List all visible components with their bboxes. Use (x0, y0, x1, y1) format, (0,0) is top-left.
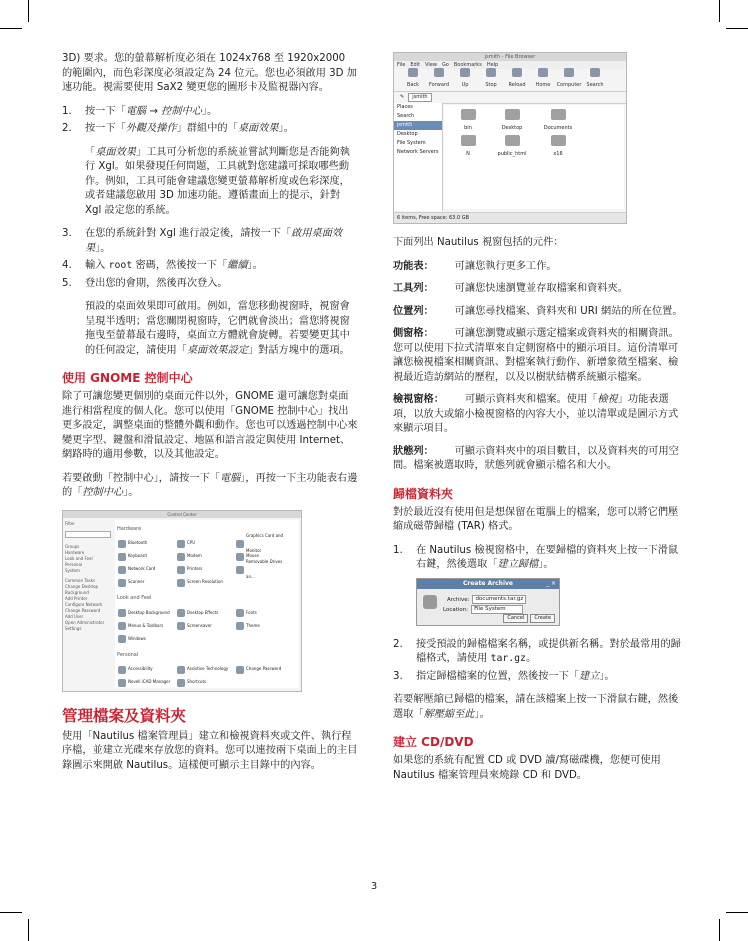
folder-label: x16 (553, 151, 563, 157)
cc-item-label: Desktop Background (128, 609, 170, 615)
crop-mark (0, 912, 22, 913)
step-number: 1. (393, 544, 403, 556)
reload-icon (512, 68, 522, 77)
task-link[interactable]: Configure Network (65, 601, 103, 607)
place-network-servers[interactable]: Network Servers (397, 149, 439, 155)
settings-icon (118, 666, 126, 674)
cc-item-label: Removable Drives an... (246, 559, 283, 579)
settings-icon (118, 553, 126, 561)
home-icon (538, 68, 548, 77)
definition-desc: 可讓您執行更多工作。 (454, 260, 557, 272)
cc-item-label: Network Card (128, 566, 156, 572)
steps-list (62, 105, 358, 137)
settings-icon (177, 553, 185, 561)
control-center-sidebar (65, 521, 113, 688)
note-paragraph (85, 300, 358, 358)
cc-row (115, 607, 299, 620)
cc-item[interactable] (233, 555, 292, 584)
settings-icon (236, 622, 244, 630)
place-search[interactable]: Search (397, 113, 415, 119)
section-heading: 歸檔資料夾 (393, 486, 454, 501)
note-text: 「 (85, 146, 96, 158)
definition-item (393, 305, 685, 320)
settings-icon (177, 622, 185, 630)
dialog-title: Create Archive (463, 579, 513, 587)
body-text: 若要解壓縮已歸檔的檔案，請在該檔案上按一下滑鼠右鍵，然後選取「 (393, 694, 679, 720)
cc-item-label: Scanner (128, 579, 145, 585)
settings-icon (118, 540, 126, 548)
definition-desc: 可讓您瀏覽或顯示選定檔案或資料夾的相關資訊。您可以使用下拉式清單來自定側窗格中的顯示項目。這份清單可讓您檢視檔案相關資訊、對檔案執行動作、新增象徵至檔案、檢視最近造訪網站的歷程，以及以樹狀結構系統顯示檔案。 (393, 328, 679, 383)
definition-ui-term: 檢視 (597, 394, 618, 405)
cancel-button[interactable]: Cancel (503, 614, 528, 623)
location-select[interactable]: File System (471, 605, 523, 614)
step-text: 在 Nautilus 檢視窗格中，在要歸檔的資料夾上按一下滑鼠右鍵，然後選取「 (416, 544, 679, 570)
cc-section-title: Look and Feel (117, 595, 152, 601)
reload-button[interactable] (504, 68, 530, 93)
create-button[interactable]: Create (530, 614, 555, 623)
settings-icon (118, 579, 126, 587)
definition-desc: 可讓您尋找檔案、資料夾和 URI 網站的所在位置。 (454, 305, 683, 317)
cc-item-label: Novell iCAD Manager (128, 679, 171, 685)
step-text: 」群組中的「 (176, 123, 238, 134)
body-text: 」，再按一下主功能表右邊的「 (62, 472, 358, 498)
step-text: 按一下「 (85, 105, 126, 117)
filter-label: Filter (65, 520, 75, 526)
folder-icon (551, 135, 566, 146)
nautilus-screenshot (393, 52, 627, 224)
folder-icon (461, 109, 476, 120)
note-ui-term: 桌面效果設定 (186, 344, 248, 356)
step-text: 」。 (278, 123, 294, 134)
step-text: 輸入 (85, 260, 109, 271)
archive-icon (423, 595, 437, 609)
definition-list (393, 260, 685, 474)
settings-icon (177, 540, 185, 548)
definition-item (393, 327, 685, 385)
step-text: 按一下「 (85, 123, 126, 134)
places-dropdown[interactable]: Places (397, 104, 413, 110)
definition-item (393, 282, 685, 297)
cc-item-label: Mouse (246, 553, 259, 559)
menu-view[interactable]: View (425, 62, 437, 68)
edit-location-icon[interactable]: ✎ (400, 94, 405, 101)
toolbar (394, 69, 626, 92)
note-text: 」工具可分析您的系統並嘗試判斷您是否能夠執行 Xgl。如果發現任何問題，工具就對您建議可採取哪些動作。例如，工具可能會建議您變更螢幕解析度或色彩深度，或者建議您啟用 3D 加速功能。遵循畫面上的提示，針對 Xgl 設定您的系統。 (85, 146, 350, 216)
step-item (62, 105, 358, 120)
folder-icon (505, 109, 520, 120)
button-label: Search (586, 81, 604, 88)
back-icon (408, 68, 418, 77)
step-number: 2. (62, 123, 72, 134)
cc-row (115, 559, 299, 579)
cc-item-label: Keyboard (128, 553, 147, 559)
definition-desc: 可顯示資料夾中的項目數目，以及資料夾的可用空間。檔案被選取時，狀態列就會顯示檔名和大小。 (393, 445, 679, 471)
folder-item[interactable] (452, 135, 484, 162)
step-number: 3. (62, 228, 72, 239)
cc-section-title: Personal (117, 651, 139, 658)
step-item (62, 277, 358, 292)
settings-icon (177, 666, 185, 674)
group-item[interactable]: System (65, 567, 80, 573)
computer-icon (564, 68, 574, 77)
settings-icon (177, 566, 185, 574)
cc-item-label: Modem (187, 553, 202, 559)
cc-row (115, 633, 299, 646)
create-archive-dialog (416, 578, 560, 626)
settings-icon (177, 679, 185, 687)
cc-item-label: Shortcuts (187, 679, 207, 685)
step-text: 」。 (95, 242, 111, 254)
cc-item-label: Assistive Technology (187, 666, 229, 672)
task-link[interactable]: Add Printer (65, 595, 88, 601)
definition-desc: 」功能表選項，以放大或縮小檢視窗格的內容大小，並以清單或是圖示方式來顯示項目。 (393, 394, 679, 434)
definition-item (393, 260, 685, 275)
window-controls[interactable]: _ × (546, 579, 556, 587)
left-column (62, 52, 358, 782)
settings-icon (118, 609, 126, 617)
body-paragraph: 使用「Nautilus 檔案管理員」建立和檢視資料夾或文件、執行程序檔，並建立光碟來存放您的資料。您可以連按兩下桌面上的主目錄圖示來開啟 Nautilus。這樣便可顯示主目錄中的內容。 (62, 730, 358, 771)
body-paragraph: 除了可讓您變更個別的桌面元件以外，GNOME 還可讓您對桌面進行相當程度的個人化。您可以使用「GNOME 控制中心」找出更多設定，調整桌面的整體外觀和動作。您也可以透過控制中心來變更字型、鍵盤和滑鼠設定、地區和語言設定與使用 Internet、網路時的適用參數，以及其他設定。 (62, 391, 358, 460)
filter-input[interactable] (65, 531, 111, 538)
step-number: 3. (393, 670, 403, 682)
definition-item (393, 445, 685, 474)
menu-edit[interactable]: Edit (410, 62, 421, 68)
cc-item-label: CPU (187, 540, 196, 546)
section-heading: 使用 GNOME 控制中心 (62, 371, 193, 385)
place-desktop[interactable]: Desktop (397, 131, 418, 137)
settings-icon (118, 566, 126, 574)
step-item (62, 122, 358, 137)
body-paragraph (393, 693, 685, 722)
forward-button[interactable] (426, 68, 452, 93)
dialog-titlebar (417, 579, 559, 589)
step-text: 指定歸檔檔案的位置，然後按一下「 (416, 670, 579, 682)
task-link[interactable]: Change Desktop Background (65, 583, 99, 595)
up-button[interactable] (452, 68, 478, 93)
step-item (62, 227, 358, 256)
section-heading: 建立 CD/DVD (393, 735, 474, 749)
cc-item[interactable] (233, 662, 292, 677)
cc-item-label: Theme (246, 622, 260, 628)
view-pane (444, 105, 624, 209)
common-tasks-label: Common Tasks (65, 577, 96, 583)
folder-label: public_html (497, 151, 527, 157)
settings-icon (118, 635, 126, 643)
step-text: 登出您的會期，然後再次登入。 (85, 277, 228, 289)
step-command: root (108, 260, 133, 271)
place-home[interactable]: jsmith (394, 121, 442, 130)
cc-item[interactable] (115, 675, 174, 690)
menu-help[interactable]: Help (486, 62, 499, 68)
forward-icon (434, 68, 444, 77)
body-text: 」。 (474, 708, 490, 720)
step-item (62, 259, 358, 274)
places-sidebar (394, 103, 443, 211)
cc-item-label: Screensaver (187, 622, 212, 628)
definition-desc: 可讓您快速瀏覽並存取檔案和資料夾。 (454, 283, 628, 294)
menu-file[interactable]: File (397, 62, 406, 68)
definition-term: 狀態列： (393, 445, 434, 457)
body-paragraph (62, 472, 358, 501)
settings-icon (236, 566, 244, 574)
task-link[interactable]: Change Password (65, 607, 101, 613)
step-text: 」。 (538, 559, 554, 570)
crop-mark (28, 919, 29, 941)
note-text: 預設的桌面效果即可啟用。例如，當您移動視窗時，視窗會呈現半透明；當您關閉視窗時，它們就會淡出；當您將視窗拖曳至螢幕最右邊時，桌面立方體就會旋轉。若要變更其中的任何設定，請使用「 (85, 301, 350, 356)
step-text: 在您的系統針對 Xgl 進行設定後，請按一下「 (85, 228, 292, 239)
archive-name-input[interactable]: documents.tar.gz (472, 595, 526, 604)
cc-item[interactable] (233, 619, 292, 634)
cc-item-label: Graphics Card and Monitor (246, 533, 284, 553)
right-column (393, 52, 685, 792)
definition-term: 側窗格： (393, 328, 434, 339)
cc-item-label: Desktop Effects (187, 609, 219, 615)
body-paragraph: 對於最近沒有使用但是想保留在電腦上的檔案，您可以將它們壓縮成磁帶歸檔 (TAR) 格式。 (393, 506, 679, 532)
control-center-panel (115, 520, 299, 688)
cc-item[interactable] (115, 632, 174, 647)
step-menu-path: 電腦 → 控制中心 (125, 105, 202, 117)
task-link[interactable]: Open Administrator Settings (65, 619, 105, 631)
folder-item[interactable] (542, 135, 574, 162)
button-label: Forward (428, 81, 450, 88)
step-number: 4. (62, 260, 72, 271)
cc-section-title: Hardware (117, 525, 142, 532)
cc-row (115, 663, 299, 676)
crop-mark (719, 919, 720, 941)
settings-icon (177, 579, 185, 587)
crop-mark (0, 28, 22, 29)
body-paragraph: 下面列出 Nautilus 視窗包括的元件： (393, 237, 564, 248)
folder-item[interactable] (496, 135, 528, 162)
settings-icon (177, 609, 185, 617)
computer-button[interactable] (556, 68, 582, 93)
button-label: Stop (485, 81, 497, 88)
settings-icon (236, 666, 244, 674)
window-titlebar: jsmith - File Browser (394, 53, 626, 61)
step-ui-term: 建立歸檔 (497, 559, 539, 570)
search-icon (590, 68, 600, 77)
definition-term: 工具列： (393, 283, 434, 294)
settings-icon (236, 540, 244, 548)
back-button[interactable] (400, 68, 426, 93)
cc-item-label: Fonts (246, 609, 257, 615)
cc-item-label: Change Password (246, 666, 282, 672)
cc-row (115, 676, 299, 689)
folder-item[interactable] (496, 109, 528, 136)
definition-item (393, 393, 685, 437)
cc-row (115, 533, 299, 553)
group-item[interactable]: Look and Feel (65, 555, 93, 561)
crop-mark (719, 0, 720, 22)
status-bar: 6 items, Free space: 63.0 GB (394, 212, 626, 223)
folder-label: Documents (543, 125, 573, 131)
location-crumb[interactable]: jsmith (408, 93, 431, 102)
group-item[interactable]: Personal (65, 561, 83, 567)
settings-icon (118, 622, 126, 630)
stop-button[interactable] (478, 68, 504, 93)
control-center-screenshot (62, 510, 302, 692)
definition-desc: 可顯示資料夾和檔案。使用「 (464, 394, 598, 405)
body-ui-term: 控制中心 (82, 487, 124, 498)
step-text: 」。 (599, 670, 615, 682)
dialog-buttons (501, 614, 555, 623)
note-paragraph (85, 146, 358, 219)
folder-item[interactable] (542, 109, 574, 136)
cc-item[interactable] (174, 619, 233, 634)
step-text: 接受預設的歸檔檔案名稱，或提供新名稱。對於最常用的歸檔格式，請使用 (416, 638, 681, 664)
step-ui-term: 外觀及操作 (125, 123, 177, 134)
page-number: 3 (370, 881, 378, 892)
body-ui-term: 解壓縮至此 (423, 708, 475, 720)
button-label: Computer (556, 81, 582, 88)
menu-bookmarks[interactable]: Bookmarks (453, 62, 482, 68)
cc-item-label: Menus & Toolbars (128, 622, 164, 628)
place-file-system[interactable]: File System (397, 140, 426, 146)
window-titlebar (63, 511, 301, 518)
step-item (393, 670, 685, 685)
definition-term: 功能表： (393, 260, 434, 272)
home-button[interactable] (530, 68, 556, 93)
step-text: 」。 (247, 260, 263, 271)
location-label: Location: (443, 606, 469, 613)
cc-item-label: Screen Resolution (187, 579, 223, 585)
step-number: 2. (393, 638, 403, 650)
note-ui-term: 桌面效果 (95, 146, 136, 158)
step-number: 5. (62, 277, 72, 289)
note-text: 」對話方塊中的選項。 (248, 344, 350, 356)
crop-mark (28, 0, 29, 22)
cc-row (115, 620, 299, 633)
folder-icon (505, 135, 520, 146)
intro-paragraph: 3D) 要求。您的螢幕解析度必須在 1024x768 至 1920x2000 的範圍內，而色彩深度必須設定為 24 位元。您也必須啟用 3D 加速功能。視需要使用 SaX2 變更您的圖形卡及監視器內容。 (62, 53, 357, 93)
folder-icon (461, 135, 476, 146)
cc-item[interactable] (174, 675, 233, 690)
up-icon (460, 68, 470, 77)
folder-label: N (466, 151, 470, 157)
crop-mark (726, 912, 748, 913)
step-ui-term: 啟用桌面效果 (85, 228, 343, 254)
crop-mark (726, 28, 748, 29)
step-ui-term: 繼續 (227, 260, 248, 271)
cc-item-label: Bluetooth (128, 540, 148, 546)
groups-label: Groups (65, 543, 80, 549)
step-text: 。 (525, 653, 537, 664)
step-number: 1. (62, 105, 72, 117)
group-item[interactable]: Hardware (65, 549, 85, 555)
folder-label: bin (464, 125, 472, 131)
folder-icon (551, 109, 566, 120)
definition-term: 檢視窗格： (393, 394, 444, 405)
step-command: tar.gz (490, 653, 526, 664)
section-heading: 管理檔案及資料夾 (62, 706, 187, 725)
step-ui-term: 桌面效果 (237, 123, 279, 134)
step-text: 密碼，然後按一下「 (132, 260, 228, 271)
steps-list (393, 544, 685, 573)
body-paragraph: 如果您的系統有配置 CD 或 DVD 讀/寫磁碟機，您便可使用 Nautilus 檔案管理員來燒錄 CD 和 DVD。 (393, 755, 661, 781)
button-label: Home (535, 81, 551, 88)
body-text: 」。 (123, 487, 139, 498)
settings-icon (118, 679, 126, 687)
window-title: Control Center (167, 511, 197, 517)
steps-list (393, 638, 685, 685)
step-ui-term: 建立 (579, 670, 600, 682)
button-label: Up (461, 81, 469, 88)
folder-label: Desktop (501, 125, 523, 131)
cc-item-label: Printers (187, 566, 203, 572)
search-button[interactable] (582, 68, 608, 93)
cc-item-label: Windows (128, 635, 146, 641)
step-text: 」。 (201, 105, 218, 117)
button-label: Reload (508, 81, 526, 88)
cc-item[interactable] (115, 575, 174, 590)
settings-icon (236, 609, 244, 617)
body-ui-term: 電腦 (219, 472, 241, 484)
cc-item[interactable] (174, 575, 233, 590)
menu-go[interactable]: Go (441, 62, 449, 68)
button-label: Back (406, 81, 420, 88)
definition-term: 位置列： (393, 305, 434, 317)
step-item (393, 544, 685, 573)
step-item (393, 638, 685, 667)
archive-label: Archive: (447, 596, 470, 603)
steps-list (62, 227, 358, 291)
body-text: 若要啟動「控制中心」，請按一下「 (62, 472, 220, 484)
stop-icon (486, 68, 496, 77)
task-link[interactable]: Add User (65, 613, 84, 619)
cc-item-label: Accessibility (128, 666, 153, 672)
folder-item[interactable] (452, 109, 484, 136)
